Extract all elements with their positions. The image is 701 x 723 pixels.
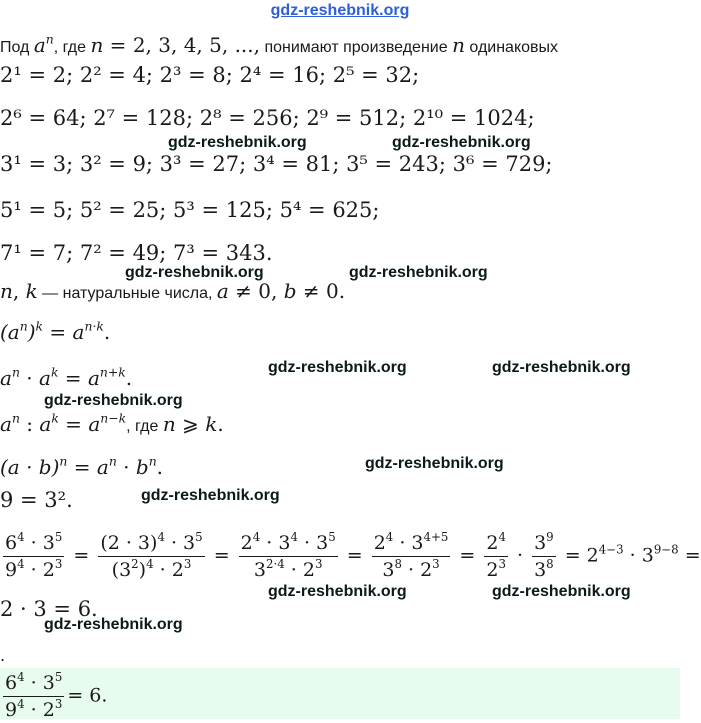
watermark: gdz-reshebnik.org [268,359,407,376]
watermark: gdz-reshebnik.org [268,583,407,600]
watermark: gdz-reshebnik.org [141,487,280,504]
property-product-power: $(a \cdot b)^n = a^n \cdot b^n$. [0,453,164,479]
property-quotient: $a^n$ : $a^k = a^{n-k}$, где n ⩾ k. [0,410,224,436]
dot-mark: . [0,646,6,665]
watermark: gdz-reshebnik.org [492,583,631,600]
main-computation: $\frac{6^4 \cdot 3^5}{9^4 \cdot 2^3}$ = $\frac{(2 \cdot 3)^4 \cdot 3^5}{(3^2)^4 \cdot 2^3}$ = $\frac{2^4 \cdot 3^4 \cdot 3^5}{3^{2\cdot 4} \cdot 2^3}$ = $\frac{2^4 \cdot 3^{4+5}}{3^8 \cdot 2^3}$ = $\frac{2^4}{2^3}$ · $\frac{3^9}{3^8}$ = $2^{4-3} \cdot 3^{9-8}$ = [5,530,701,581]
watermark: gdz-reshebnik.org [392,134,531,151]
watermark: gdz-reshebnik.org [125,264,264,281]
property-product: $a^n \cdot a^k = a^{n+k}$. [0,364,133,390]
result-line: 2 · 3 = 6. [0,597,98,621]
answer: $\frac{6^4 \cdot 3^5}{9^4 \cdot 2^3}$ = 6. [5,670,108,721]
watermark: gdz-reshebnik.org [168,134,307,151]
top-watermark[interactable]: gdz-reshebnik.org [270,2,410,19]
watermark: gdz-reshebnik.org [44,392,183,409]
watermark: gdz-reshebnik.org [349,264,488,281]
watermark: gdz-reshebnik.org [365,455,504,472]
powers-of-seven: 7¹ = 7; 7² = 49; 7³ = 343. [0,241,273,265]
property-power-of-power: $(a^n)^k = a^{n\cdot k}$. [0,318,111,344]
powers-of-two-cont: 2⁶ = 64; 2⁷ = 128; 2⁸ = 256; 2⁹ = 512; 2¹⁰ = 1024; [0,106,535,130]
watermark: gdz-reshebnik.org [492,359,631,376]
watermark: gdz-reshebnik.org [44,616,183,633]
powers-of-two: 2¹ = 2; 2² = 4; 2³ = 8; 2⁴ = 16; 2⁵ = 32; [0,63,420,87]
intro-line: Под $a^n$, где n = 2, 3, 4, 5, ..., понимают произведение n одинаковых [0,31,559,57]
naturals-line: n, k — натуральные числа, a ≠ 0, b ≠ 0. [0,279,346,303]
powers-of-five: 5¹ = 5; 5² = 25; 5³ = 125; 5⁴ = 625; [0,198,380,222]
nine-equals: 9 = 3². [0,488,73,512]
powers-of-three: 3¹ = 3; 3² = 9; 3³ = 27; 3⁴ = 81; 3⁵ = 243; 3⁶ = 729; [0,152,553,176]
